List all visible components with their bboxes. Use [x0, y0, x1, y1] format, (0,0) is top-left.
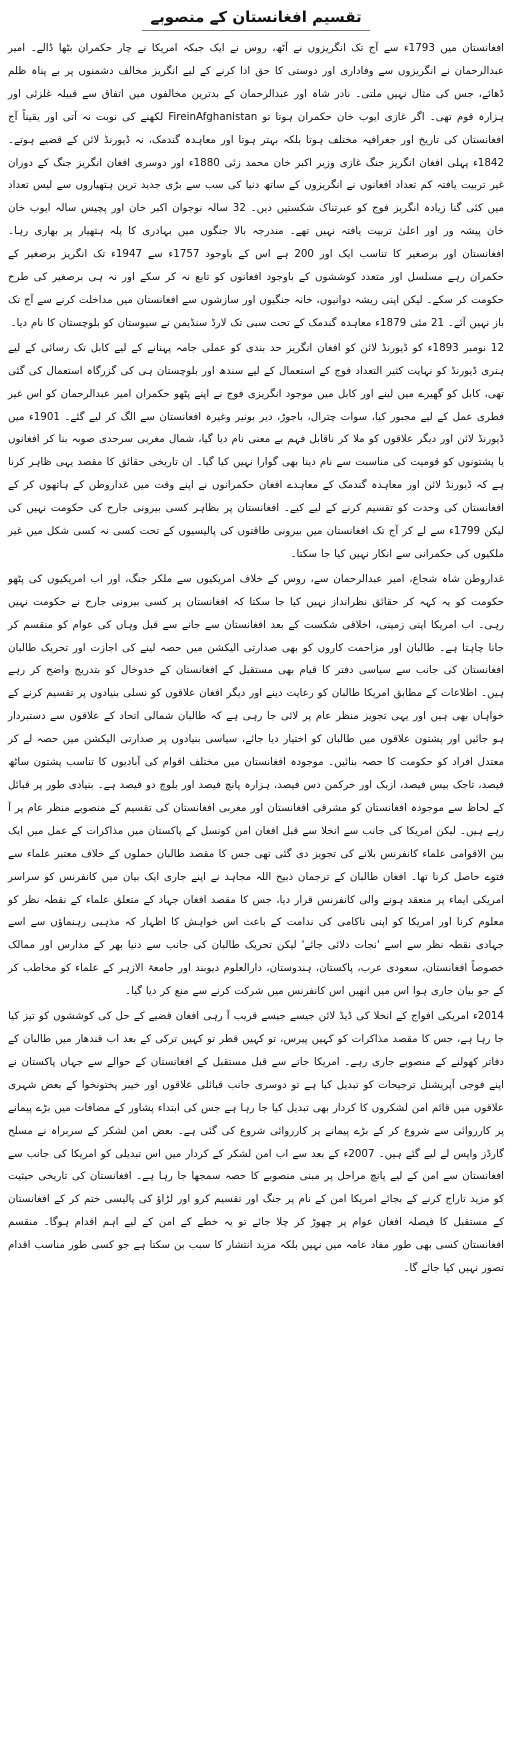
article-paragraph: افغانستان میں 1793ء سے آج تک انگریزوں نے آٹھ، روس نے ایک جبکہ امریکا نے چار حکمران بٹھا ڈالے۔ امیر عبدالرحمان نے انگریزوں سے وفاداری اور دوستی کا حق ادا کرنے کے لیے انگریز مخالف دشمنوں پر بے پناہ ظلم ڈھائے، جس کی مثال نہیں ملتی۔ نادر شاہ اور عبدالرحمان کے بدترین مخالفوں میں اتفاق سے قبیلہ غلزئی اور ہزارہ قوم تھی۔ اگر غازی ایوب خان حکمران ہوتا تو FireinAfghanistan لکھنے کی نوبت نہ آتی اور یقیناً آج افغانستان کی تاریخ اور جغرافیہ مختلف ہوتا بلکہ بہتر ہوتا اور معاہدہ گندمک، نہ ڈیورنڈ لائن کے قضیے ہوتے۔ 1842ء پہلی افغان انگریز جنگ غازی وزیر اکبر خان محمد زئی 1880ء اور دوسری افغان انگریز جنگ کے دوران غیر تربیت یافتہ کم تعداد افغانوں نے انگریزوں کے ساتھ دنیا کی سب سے بڑی جدید ترین ہتھیاروں سے لیس تعداد میں کئی گنا زیادہ انگریز فوج کو عبرتناک شکستیں دیں۔ 32 سالہ نوجوان اکبر خان اور پچیس سالہ ایوب خان خان پیشہ ور اور اعلیٰ تربیت یافتہ نہیں تھے۔ مندرجہ بالا جنگوں میں بہادری کا پلہ ہتھیار پر بھاری رہا۔ افغانستان اور برصغیر کا تناسب ایک اور 200 ہے اس کے باوجود 1757ء سے 1947ء تک انگریز برصغیر کے حکمران رہے مسلسل اور متعدد کوششوں کے باوجود افغانوں کو تابع نہ کر سکے اور نہ ہی برصغیر کی طرح حکومت کر سکے۔ لیکن اپنی ریشہ دوانیوں، خانہ جنگیوں اور سازشوں سے افغانستان میں مداخلت کرنے سے آج تک باز نہیں آئے۔ 21 مئی 1879ء معاہدہ گندمک کے تحت سبی تک لارڈ سنڈیمن نے سیوستان کو بلوچستان کا نام دیا۔	[8, 42, 505, 329]
article-body	[8, 37, 504, 1280]
article-paragraph: 2014ء امریکی افواج کے انخلا کی ڈیڈ لائن جیسے جیسے قریب آ رہی افغان قضیے کے حل کی کوششوں کو تیز کیا جا رہا ہے، جس کا مقصد مذاکرات کو کہیں پیرس، تو کہیں قطر تو کہیں ترکی کے بعد اب قندھار میں طالبان کے دفاتر کھولنے کے منصوبے جاری رہے۔ امریکا جانے سے قبل مستقبل کے افغانستان کے حوالے سے جہاں پاکستان نے اپنے فوجی آپریشنل ترجیحات کو تبدیل کیا ہے تو دوسری جانب قبائلی علاقوں اور خیبر پختونخوا کے بعض شہری علاقوں میں قائم امن لشکروں کا کردار بھی تبدیل کیا جا رہا ہے جس کی ابتداء پشاور کے مضافات میں بڑے پیمانے پر کارروائی سے شروع کر کے بڑے پیمانے پر کارروائی شروع کی گئی ہے۔ بعض امن لشکر کے سربراہ نے مسلح گارڈز واپس لے لیے گئے ہیں۔ 2007ء کے بعد سے اب امن لشکر کے کردار میں اس تبدیلی کو امریکا کی جانب سے افغانستان سے امن کے لیے پانچ مراحل پر مبنی منصوبے کا حصہ سمجھا جا رہا ہے۔ افغانستان کی تاریخی حیثیت کو مزید تاراج کرنے کے بجائے امریکا امن کے نام پر جنگ اور تقسیم کرو اور لڑاؤ کی پالیسی ختم کر کے افغانستان کے مستقبل کا فیصلہ افغان عوام پر چھوڑ کر چلا جائے تو یہ خطے کے امن کے لیے اہم اقدام ہوگا۔ منقسم افغانستان کسی بھی طور مفاد عامہ میں نہیں بلکہ مزید انتشار کا سبب بن سکتا ہے جو کسی طور مناسب اقدام تصور نہیں کیا جائے گا۔	[8, 1010, 504, 1275]
article-headline: تقسیم افغانستان کے منصوبے	[142, 4, 369, 31]
article-paragraph: غداروطن شاہ شجاع، امیر عبدالرحمان سے، روس کے خلاف امریکیوں سے ملکر جنگ، اور اب امریکیوں کی پٹھو حکومت کو یہ کہہ کر حقائق نظرانداز نہیں کیا جا سکتا کہ افغانستان پر کسی بیرونی جارح نے حکومت نہیں رہی۔ اب امریکا اپنی زمینی، اخلاقی شکست کے بعد افغانستان سے جانے سے قبل وہاں کی عوام کو منقسم کر جانا چاہتا ہے۔ طالبان اور مزاحمت کاروں کو بھی صدارتی الیکشن میں حصہ لینے کی اجازت اور تحریک طالبان افغانستان کی جانب سے سیاسی دفتر کا قیام بھی مستقبل کے افغانستان کے خدوخال کو بتدریج واضح کر رہے ہیں۔ اطلاعات کے مطابق امریکا طالبان کو رعایت دینے اور دیگر افغان علاقوں کو نسلی بنیادوں پر تقسیم کرنے کے خواہاں بھی ہیں اور یہی تجویز منظر عام پر لائی جا رہی ہے کہ طالبان شمالی اتحاد کے علاقوں سے دستبردار ہو جائیں اور پشتون علاقوں میں طالبان کو اختیار دیا جائے، سیاسی بنیادوں پر صدارتی الیکشن میں حصہ لے کر معتدل افراد کو حکومت کا حصہ بنائیں۔ موجودہ افغانستان میں مختلف اقوام کی آبادیوں کا تناسب پشتون ساٹھ فیصد، تاجک بیس فیصد، ازبک اور خرکمن دس فیصد، ہزارہ پانچ فیصد اور بلوچ دو فیصد ہے۔ بنیادی طور پر قبائل کے لحاظ سے موجودہ افغانستان کو مشرقی افغانستان اور مغربی افغانستان کی تقسیم کے منصوبے منظر عام پر آ رہے ہیں۔ لیکن امریکا کی جانب سے انخلا سے قبل افغان امن کونسل کے پاکستان میں مذاکرات کے عمل میں ایک بین الاقوامی علماء کانفرنس بلانے کی تجویز دی گئی تھی جس کا مقصد طالبان حملوں کے خلاف معتبر علماء سے فتوے حاصل کرنا تھا۔ افغان طالبان کے ترجمان ذبیح اللہ مجاہد نے اپنے جاری ایک بیان میں کانفرنس کو سراسر امریکی ایماء پر منعقد ہونے والی کانفرنس قرار دیا، جس کا مقصد افغان جہاد کے متعلق علماء کے نقطہ نظر کو معلوم کرنا اور امریکا کو اپنی ناکامی کی ندامت کے باعث اس خواہش کا اظہار کہ مذہبی رہنماؤں سے اسے جہادی نقطہ نظر سے اسے 'نجات دلائی جائے' لیکن تحریک طالبان کی جانب سے دنیا بھر کے مدارس اور ممالک خصوصاً افغانستان، سعودی عرب، پاکستان، ہندوستان، دارالعلوم دیوبند اور جامعۃ الازہر کے علماء کو مخاطب کر کے جو بیان جاری ہوا اس میں انھیں اس کانفرنس میں شرکت کرنے سے منع کر دیا گیا۔	[8, 572, 504, 998]
article-headline-wrap	[8, 4, 504, 31]
article-paragraph: 12 نومبر 1893ء کو ڈیورنڈ لائن کو افغان انگریز حد بندی کو عملی جامہ پہنانے کے لیے کابل تک رسائی کے لیے ہنری ڈیورنڈ کو نہایت کثیر التعداد فوج کے استعمال کے لیے سندھ اور بلوچستان ہی کی گزرگاہ استعمال کی گئی تھی، کابل کو گھیرے میں لینے اور کابل میں موجود انگریزی فوج نے اپنے پٹھو حکمران امیر عبدالرحمان کو اس غیر فطری عمل کے لیے مجبور کیا، سوات چترال، باجوڑ، دیر بونیر وغیرہ افغانستان سے الگ کر لیے گئے۔ 1901ء میں ڈیورنڈ لائن اور دیگر علاقوں کو ملا کر ناقابل فہم بے معنی نام دیا گیا، شمال مغربی سرحدی صوبہ بنا کر افغانوں یا پشتونوں کو قومیت کی مناسبت سے نام دینا بھی گوارا نہیں کیا گیا۔ ان تاریخی حقائق کا مقصد یہی ظاہر کرنا ہے کہ ڈیورنڈ لائن اور معاہدہ گندمک کے معاہدے افغان حکمرانوں نے اپنے وقت میں غداروطن کے ہاتھوں کر کے افغانستان کی وحدت کو تقسیم کرنے کے لیے کیے۔ افغانستان پر بظاہر کسی بیرونی جارح کی حکومت نہیں کی لیکن 1799ء سے لے کر آج تک افغانستان میں بیرونی طاقتوں کی پالیسیوں کے تحت کسی نہ کسی شکل میں غیر ملکیوں کی حکمرانی سے انکار نہیں کیا جا سکتا۔	[8, 341, 505, 560]
